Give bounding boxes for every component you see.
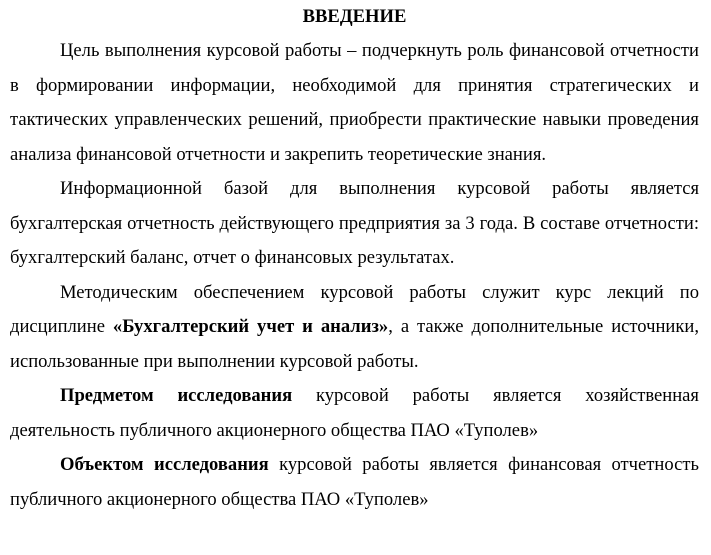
document-title: ВВЕДЕНИЕ	[302, 6, 407, 27]
paragraph-subject-text: курсовой работы является хозяйственная деятельность публичного акционерного общества ПАО «Туполев»	[10, 385, 699, 441]
discipline-name: «Бухгалтерский учет и анализ»	[112, 316, 389, 337]
paragraph-object	[10, 448, 699, 517]
paragraph-information-base: Информационной базой для выполнения курсовой работы является бухгалтерская отчетность действующего предприятия за 3 года. В составе отчетности: бухгалтерский баланс, отчет о финансовых результатах.	[10, 178, 699, 268]
paragraph-object-text: курсовой работы является финансовая отчетность публичного акционерного общества ПАО «Туполев»	[10, 454, 699, 510]
paragraph-subject	[10, 379, 699, 448]
paragraph-methodology-text-start: Методическим обеспечением курсовой работы служит курс лекций по дисциплине	[10, 281, 699, 337]
paragraph-methodology	[10, 276, 699, 380]
subject-term: Предметом исследования	[60, 385, 293, 406]
object-term: Объектом исследования	[60, 454, 269, 475]
paragraph-methodology-text-end: , а также дополнительные источники, использованные при выполнении курсовой работы.	[10, 316, 699, 372]
paragraph-goal: Цель выполнения курсовой работы – подчеркнуть роль финансовой отчетности в формировании информации, необходимой для принятия стратегических и тактических управленческих решений, приобрести практические навыки проведения анализа финансовой отчетности и закрепить теоретические знания.	[10, 40, 699, 165]
